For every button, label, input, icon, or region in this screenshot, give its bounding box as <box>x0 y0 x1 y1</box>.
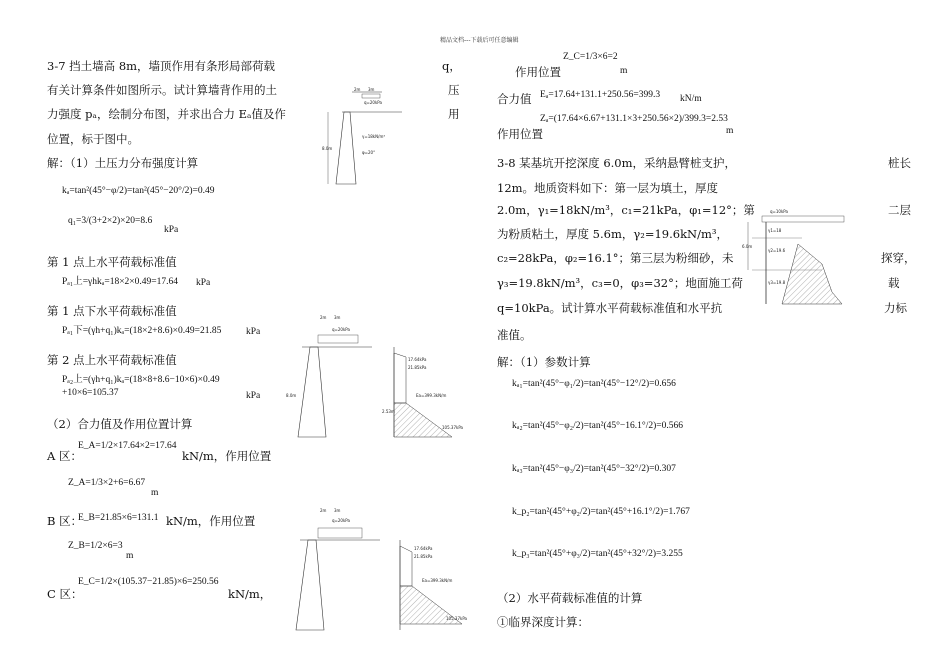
heading-point1-upper: 第 1 点上水平荷载标准值 <box>47 255 177 269</box>
solution-3-8-heading-1: 解：（1）参数计算 <box>497 355 591 369</box>
page-header: 精品文档---下载后可任意编辑 <box>440 37 519 44</box>
heading-point2-upper: 第 2 点上水平荷载标准值 <box>47 353 177 367</box>
cantilever-pile-figure-4 <box>742 208 850 308</box>
fig2-resultant: Ea=399.3kN/m <box>416 393 447 398</box>
equation-ec: E_C=1/2×(105.37−21.85)×6=250.56 <box>78 577 219 587</box>
fig4-depth: 6.0m <box>742 244 753 249</box>
solution-3-8-heading-2: （2）水平荷载标准值的计算 <box>497 591 643 605</box>
equation-zc-unit: m <box>620 66 628 76</box>
zone-a-label: A 区： <box>47 449 82 463</box>
problem-3-7-line1-q: q， <box>442 59 461 73</box>
equation-kp2: k_p₂=tan²(45°+φ₂/2)=tan²(45°+16.1°/2)=1.767 <box>512 507 690 517</box>
equation-ea-total: Eₐ=17.64+131.1+250.56=399.3 <box>540 90 661 100</box>
equation-ea: E_A=1/2×17.64×2=17.64 <box>78 441 177 451</box>
problem-3-8-line4: 为粉质粘土，厚度 5.6m，γ₂=19.6kN/m³， <box>497 227 728 241</box>
problem-3-8-line2: 12m。地质资料如下：第一层为填土，厚度 <box>497 181 719 195</box>
equation-zb: Z_B=1/2×6=3 <box>68 541 123 551</box>
problem-3-8-line1-r: 桩长 <box>888 156 911 170</box>
fig2-pressure-1: 17.64kPa <box>408 357 427 362</box>
equation-pa2-upper-a: Pₐ₂上=(γh+q₁)kₐ=(18×8+8.6−10×6)×0.49 <box>62 375 220 385</box>
fig3-dim-b: 3m <box>334 508 341 513</box>
equation-pa2-upper-b: +10×6=105.37 <box>62 388 119 398</box>
fig4-layer-3: γ3=19.8 <box>768 280 786 285</box>
fig2-position: 2.53m <box>382 409 395 414</box>
equation-pa1-upper-unit: kPa <box>196 278 211 288</box>
fig2-height: 8.0m <box>286 393 297 398</box>
equation-pa2-upper-unit: kPa <box>246 391 261 401</box>
equation-ka2: kₐ₂=tan²(45°−φ₂/2)=tan²(45°−16.1°/2)=0.566 <box>512 421 683 431</box>
fig1-dim-a: 2m <box>354 87 361 92</box>
solution-heading-2: （2）合力值及作用位置计算 <box>47 417 193 431</box>
fig1-dim-b: 3m <box>368 87 375 92</box>
solution-heading-1: 解：（1）土压力分布强度计算 <box>47 156 199 170</box>
problem-3-8-line6: γ₃=19.8kN/m³，c₃=0，φ₃=32°；地面施工荷 <box>497 276 743 290</box>
problem-3-7-line3: 力强度 pₐ，绘制分布图，并求出合力 Eₐ值及作 <box>47 107 286 121</box>
pressure-distribution-figure-2 <box>282 313 482 441</box>
equation-ka1: kₐ₁=tan²(45°−φ₁/2)=tan²(45°−12°/2)=0.656 <box>512 379 676 389</box>
fig3-pressure-2: 21.85kPa <box>414 554 433 559</box>
fig3-load-q: q=20kPa <box>332 518 350 523</box>
problem-3-8-line7: q=10kPa。试计算水平荷载标准值和水平抗 <box>497 301 723 315</box>
equation-za-total-unit: m <box>726 126 734 136</box>
equation-q1-unit: kPa <box>164 225 179 235</box>
equation-zb-unit: m <box>126 551 134 561</box>
equation-za: Z_A=1/3×2+6=6.67 <box>68 478 146 488</box>
pressure-distribution-figure-3 <box>290 506 490 634</box>
equation-ea-unit: kN/m，作用位置 <box>182 449 272 463</box>
position-label-2: 作用位置 <box>497 127 543 141</box>
problem-3-8-line5: c₂=28kPa，φ₂=16.1°；第三层为粉细砂，未 <box>497 251 734 265</box>
fig2-load-q: q=20kPa <box>332 327 350 332</box>
fig4-layer-2: γ2=19.6 <box>768 248 786 253</box>
equation-eb-unit: kN/m，作用位置 <box>166 514 256 528</box>
equation-ec-unit: kN/m， <box>228 587 272 601</box>
equation-za-unit: m <box>151 488 159 498</box>
equation-ea-total-unit: kN/m <box>680 94 702 104</box>
equation-za-total: Zₐ=(17.64×6.67+131.1×3+250.56×2)/399.3=2.53 <box>540 114 728 124</box>
problem-3-8-line6-r: 载 <box>888 276 900 290</box>
fig4-load-q: q=10kPa <box>770 209 788 214</box>
problem-3-8-line3-r: 二层 <box>888 203 911 217</box>
problem-3-8-line1: 3-8 某基坑开挖深度 6.0m，采纳悬臂桩支护， <box>497 156 737 170</box>
fig1-friction-angle: φ=20° <box>362 150 376 155</box>
problem-3-7-line2-r: 压 <box>448 83 460 97</box>
fig3-pressure-3: 105.37kPa <box>446 616 467 621</box>
fig1-load-q: q=20kPa <box>364 100 382 105</box>
heading-point1-lower: 第 1 点下水平荷载标准值 <box>47 304 177 318</box>
zone-b-label: B 区： <box>47 514 83 528</box>
fig3-pressure-1: 17.64kPa <box>414 546 433 551</box>
retaining-wall-figure-1 <box>322 86 432 190</box>
fig1-soil-weight: γ=18kN/m³ <box>362 134 385 139</box>
equation-zc: Z_C=1/3×6=2 <box>563 52 618 62</box>
equation-pa1-lower: Pₐ₁下=(γh+q₁)kₐ=(18×2+8.6)×0.49=21.85 <box>62 326 222 336</box>
fig2-dim-a: 2m <box>320 315 327 320</box>
resultant-label: 合力值 <box>497 92 532 106</box>
problem-3-7-line3-r: 用 <box>448 107 460 121</box>
equation-ka3: kₐ₃=tan²(45°−φ₃/2)=tan²(45°−32°/2)=0.307 <box>512 464 676 474</box>
problem-3-8-line8: 准值。 <box>497 328 532 342</box>
position-label-1: 作用位置 <box>515 65 561 79</box>
equation-ka: kₐ=tan²(45°−φ/2)=tan²(45°−20°/2)=0.49 <box>62 186 215 196</box>
problem-3-8-line7-r: 力标 <box>884 301 907 315</box>
equation-kp3: k_p₃=tan²(45°+φ₃/2)=tan²(45°+32°/2)=3.255 <box>512 549 683 559</box>
equation-eb: E_B=21.85×6=131.1 <box>78 513 159 523</box>
fig3-dim-a: 2m <box>320 508 327 513</box>
equation-pa1-lower-unit: kPa <box>246 327 261 337</box>
zone-c-label: C 区： <box>47 587 83 601</box>
fig2-pressure-3: 105.37kPa <box>442 425 463 430</box>
problem-3-8-line5-r: 探穿， <box>881 251 916 265</box>
equation-q1: q₁=3/(3+2×2)×20=8.6 <box>68 216 153 226</box>
solution-3-8-heading-3: ①临界深度计算： <box>497 615 589 629</box>
problem-3-7-line2: 有关计算条件如图所示。试计算墙背作用的土 <box>47 83 277 97</box>
fig2-pressure-2: 21.85kPa <box>408 365 427 370</box>
problem-3-7-line4: 位置，标于图中。 <box>47 132 139 146</box>
problem-3-8-line3: 2.0m，γ₁=18kN/m³，c₁=21kPa，φ₁=12°；第 <box>497 203 755 217</box>
fig2-dim-b: 3m <box>334 315 341 320</box>
equation-pa1-upper: Pₐ₁上=γhkₐ=18×2×0.49=17.64 <box>62 277 179 287</box>
fig3-resultant: Ea=399.3kN/m <box>422 578 453 583</box>
fig1-height: 8.0m <box>322 146 333 151</box>
problem-3-7-line1: 3-7 挡土墙高 8m，墙顶作用有条形局部荷载 <box>47 59 276 73</box>
fig4-layer-1: γ1=18 <box>768 228 782 233</box>
